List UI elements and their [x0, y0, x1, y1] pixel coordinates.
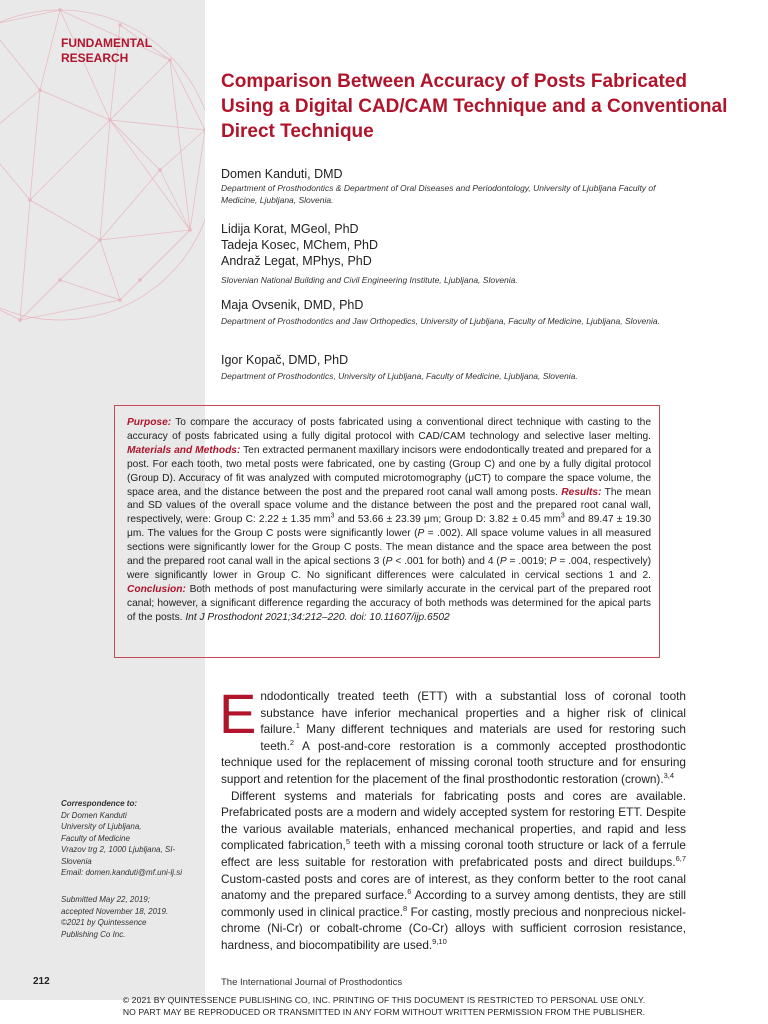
correspondence-line: Faculty of Medicine	[61, 833, 130, 843]
abstract-purpose-label: Purpose:	[127, 417, 172, 428]
citation-ref: 2	[289, 737, 295, 747]
abstract-conclusion-label: Conclusion:	[127, 583, 186, 595]
body-text-run: Many different techniques and materials are used for restoring such teeth.	[260, 722, 686, 753]
abstract-results-text: The mean and SD values of the overall space volume and the distance between the post and the prepared root canal wall, respectively, were: Group C: 2.22 ± 1.35 mm	[127, 486, 651, 526]
citation-ref: 3,4	[663, 771, 675, 781]
abstract-results-text: < .001 for both) and 4 (	[392, 556, 500, 568]
citation-ref: 6,7	[675, 854, 686, 864]
abstract-purpose-text: To compare the accuracy of posts fabricated using a conventional direct technique with casting to the accuracy of posts fabricated using a fully digital protocol with CAD/CAM technology and selective laser melting.	[127, 417, 651, 442]
author-affiliation: Slovenian National Building and Civil Engineering Institute, Ljubljana, Slovenia.	[221, 275, 518, 285]
body-text-run: Custom-casted posts and cores are of interest, as they conform better to the root canal anatomy and the prepared surface.	[221, 871, 686, 903]
author-affiliation: Department of Prosthodontics and Jaw Orthopedics, University of Ljubljana, Faculty of Medicine, Ljubljana, Slovenia.	[221, 316, 660, 326]
body-text	[219, 682, 687, 954]
author-name: Maja Ovsenik, DMD, PhD	[221, 298, 364, 312]
author-name: Domen Kanduti, DMD	[221, 167, 343, 181]
body-text-run: Different systems and materials for fabricating posts and cores are available. Prefabricated posts are a modern and widely accepted system for restoring ETT. Despite the various available materials, enhanced mechanical properties, and rapid and less complicated fabrication,	[221, 788, 686, 853]
correspondence-line: University of Ljubljana,	[61, 822, 142, 831]
copyright-line: © 2021 BY QUINTESSENCE PUBLISHING CO, INC. PRINTING OF THIS DOCUMENT IS RESTRICTED TO PERSONAL USE ONLY.	[122, 995, 646, 1005]
body-paragraph	[219, 682, 686, 788]
correspondence-line: Dr Domen Kanduti	[61, 810, 127, 820]
copyright-notice	[0, 994, 768, 1018]
author-name: Andraž Legat, MPhys, PhD	[221, 254, 372, 268]
abstract-methods-label: Materials and Methods:	[127, 444, 241, 456]
body-text-run: teeth with a missing coronal tooth structure or lack of a ferrule effect are less suitable for restoration with prefabricated posts and direct buildups.	[221, 838, 686, 869]
article-title: Comparison Between Accuracy of Posts Fabricated Using a Digital CAD/CAM Technique and a Conventional Direct Technique	[221, 71, 728, 142]
abstract-results-text: and 89.47 ± 19.30 μm. The values for the Group C posts were significantly lower (	[127, 514, 651, 540]
drop-cap: E	[219, 682, 257, 745]
abstract-results-text: = .002). All space volume values in all measured sections were significantly lower for the Group C posts. The mean distance and the space area between the post and the prepared root canal wall in the apical sections 3 (	[127, 528, 651, 568]
superscript: 3	[330, 512, 335, 520]
author-name: Lidija Korat, MGeol, PhD	[221, 222, 359, 236]
author-affiliation: Department of Prosthodontics, University of Ljubljana, Faculty of Medicine, Ljubljana, Slovenia.	[221, 371, 578, 381]
citation-ref: 9,10	[432, 936, 447, 946]
abstract-results-text: = .004, respectively) were significantly lower in Group C. No significant differences were calculated in cervical sections 1 and 2.	[127, 556, 651, 581]
correspondence-line: Vrazov trg 2, 1000 Ljubljana, SI-	[61, 845, 176, 854]
author-affiliation: Department of Prosthodontics & Department of Oral Diseases and Periodontology, University of Ljubljana Faculty of Medicine, Ljubljana, Slovenia.	[221, 183, 656, 205]
correspondence-title: Correspondence to:	[61, 799, 138, 808]
abstract-results-text: and 53.66 ± 23.39 μm; Group D: 3.82 ± 0.45 mm	[334, 514, 561, 526]
abstract-conclusion-text: Both methods of post manufacturing were similarly accurate in the cervical part of the prepared root canal; however, a significant difference regarding the accuracy of both methods was determined for the apical parts of the posts.	[127, 583, 651, 623]
abstract-methods-text: Ten extracted permanent maxillary incisors were endodontically treated and prepared for a post. For each tooth, two metal posts were fabricated, one by casting (Group C) and one by a fully digital protocol (Group D). Accuracy of fit was analyzed with computed microtomography (μCT) to compare the space volume, the space area, and the distance between the post and the prepared root canal wall among posts.	[127, 444, 651, 498]
body-paragraph	[221, 788, 686, 954]
submission-line: accepted November 18, 2019.	[61, 906, 169, 916]
citation-ref: 5	[345, 837, 350, 847]
submission-info	[61, 894, 201, 940]
submission-line: Submitted May 22, 2019;	[61, 895, 150, 904]
body-text-run: A post-and-core restoration is a commonly accepted prosthodontic technique used for the replacement of missing coronal tooth structure and for ensuring support and retention for the placement of the final prosthodontic restoration (crown).	[221, 738, 686, 786]
citation-ref: 6	[407, 887, 412, 897]
abstract-results-label: Results:	[561, 486, 602, 498]
correspondence-email[interactable]: Email: domen.kanduti@mf.uni-lj.si	[61, 868, 183, 877]
citation-ref: 1	[295, 721, 300, 731]
body-text-run: ndodontically treated teeth (ETT) with a substantial loss of coronal tooth substance have inferior mechanical properties and a higher risk of clinical failure.	[260, 689, 686, 737]
abstract-citation: Int J Prosthodont 2021;34:212–220. doi: 10.11607/ijp.6502	[185, 611, 450, 623]
p-symbol: P	[499, 556, 507, 568]
citation-ref: 8	[403, 903, 408, 913]
page-number: 212	[33, 976, 50, 987]
abstract-results-text: = .0019;	[506, 556, 550, 568]
author-name: Igor Kopač, DMD, PhD	[221, 353, 349, 367]
p-symbol: P	[385, 556, 393, 568]
author-name: Tadeja Kosec, MChem, PhD	[221, 238, 379, 252]
p-symbol: P	[417, 528, 425, 540]
submission-line: Publishing Co Inc.	[61, 929, 126, 939]
body-text-run: For casting, mostly precious and nonprecious nickel-chrome (Ni-Cr) or cobalt-chrome (Co-Cr) alloys with sufficient corrosion resistance, hardness, and biocompatibility are used.	[221, 904, 686, 952]
superscript: 3	[560, 512, 565, 520]
correspondence-line: Slovenia	[61, 856, 92, 866]
section-label: FUNDAMENTAL RESEARCH	[61, 36, 152, 65]
correspondence-block	[61, 798, 201, 879]
abstract-box	[114, 405, 660, 658]
body-text-run: According to a survey among dentists, they are still commonly used in clinical practice.	[221, 888, 687, 919]
p-symbol: P	[549, 556, 557, 568]
submission-line: ©2021 by Quintessence	[61, 918, 147, 927]
journal-name: The International Journal of Prosthodontics	[221, 977, 403, 988]
copyright-line: NO PART MAY BE REPRODUCED OR TRANSMITTED IN ANY FORM WITHOUT WRITTEN PERMISSION FROM THE PUBLISHER.	[122, 1007, 646, 1017]
